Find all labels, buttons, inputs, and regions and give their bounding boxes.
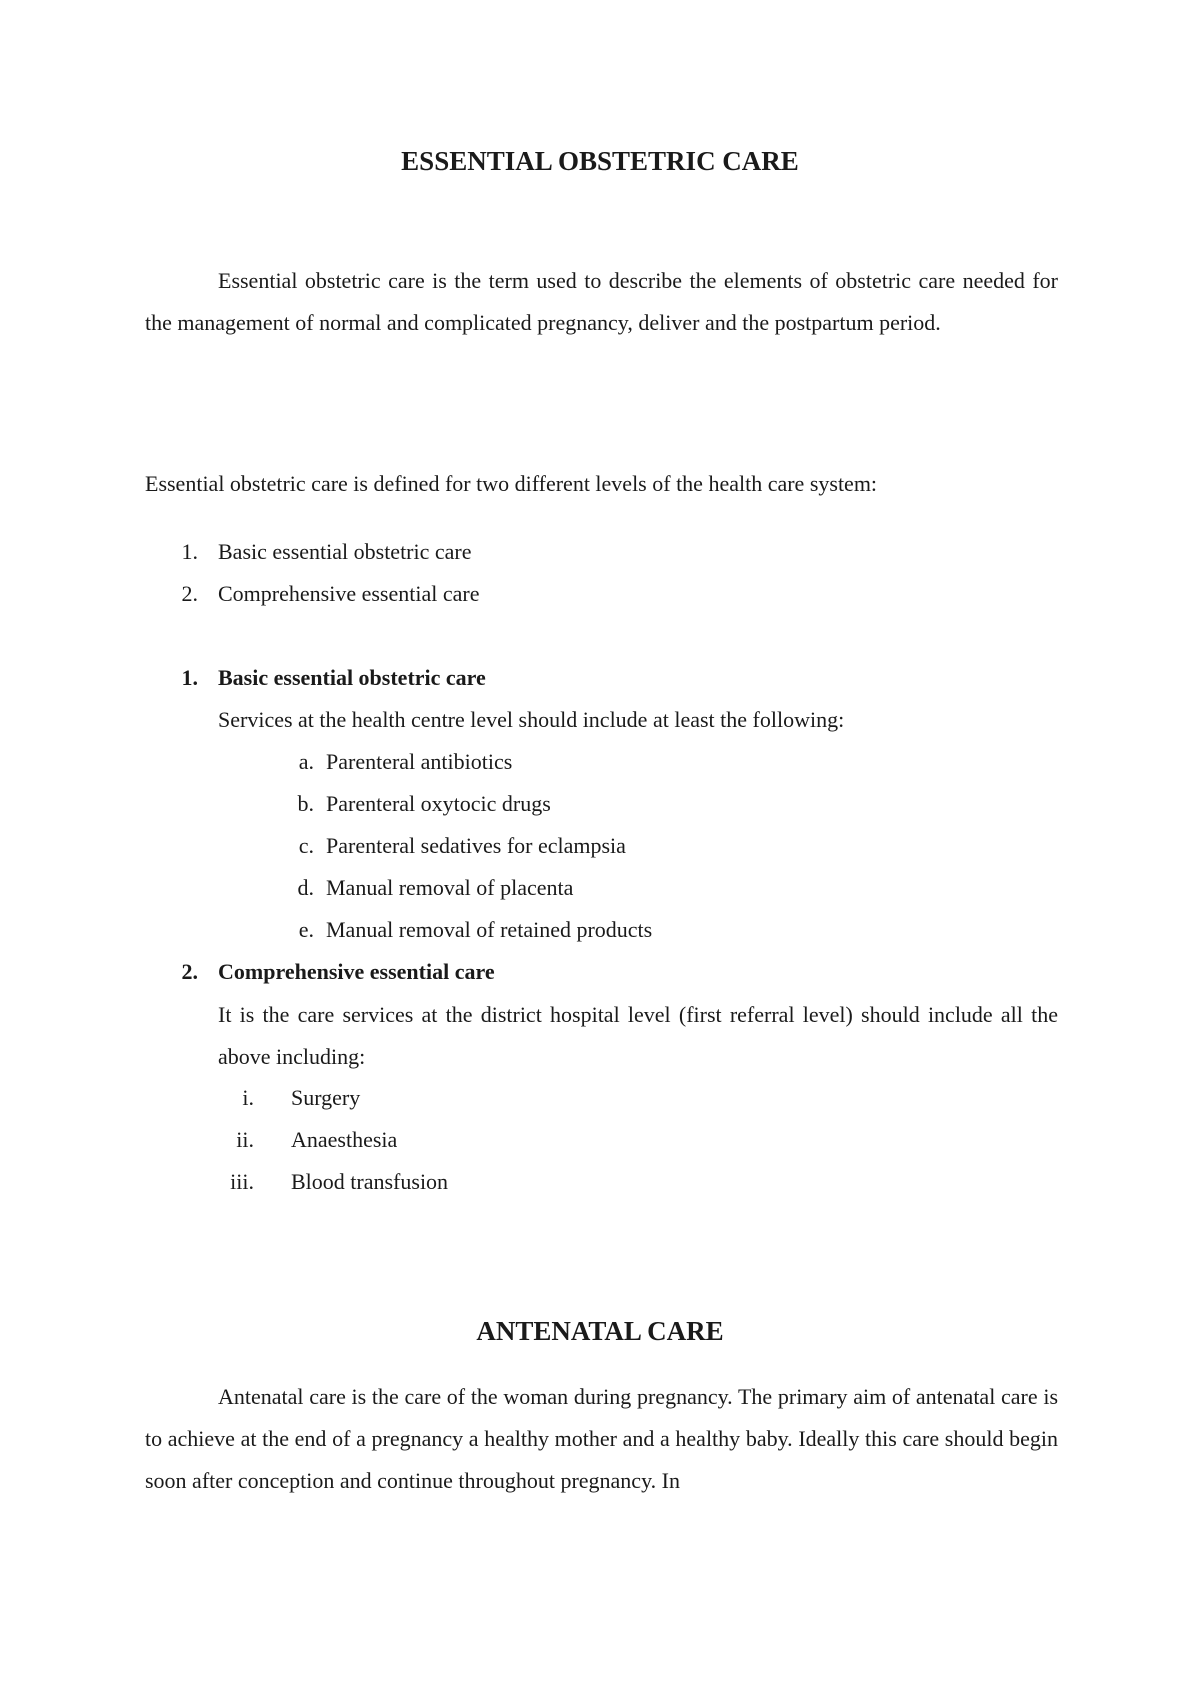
- section-title-antenatal: ANTENATAL CARE: [476, 1316, 724, 1346]
- section-comprehensive-lead: It is the care services at the district hospital level (first referral level) should include all the above including:: [218, 1002, 1058, 1069]
- section-comprehensive-number: 2.: [181, 959, 198, 984]
- intro-paragraph: Essential obstetric care is the term used to describe the elements of obstetric care needed for the management of normal and complicated pregnancy, deliver and the postpartum period.: [145, 268, 1058, 335]
- sublist-item: Parenteral sedatives for eclampsia: [326, 833, 626, 858]
- roman-list-label: ii.: [236, 1127, 254, 1152]
- section-basic-number: 1.: [181, 665, 198, 690]
- section-basic-heading: Basic essential obstetric care: [218, 665, 486, 690]
- page-title: ESSENTIAL OBSTETRIC CARE: [401, 146, 799, 176]
- roman-list-item: Blood transfusion: [291, 1169, 449, 1194]
- sublist-item: Parenteral oxytocic drugs: [326, 791, 551, 816]
- levels-intro-text: Essential obstetric care is defined for two different levels of the health care system:: [145, 471, 878, 496]
- levels-list-item: Comprehensive essential care: [218, 581, 480, 606]
- sublist-label: b.: [297, 791, 314, 816]
- section-basic-lead: Services at the health centre level should include at least the following:: [218, 707, 845, 732]
- levels-list-item: Basic essential obstetric care: [218, 539, 472, 564]
- roman-list-item: Anaesthesia: [291, 1127, 398, 1152]
- roman-list-label: i.: [242, 1085, 254, 1110]
- sublist-label: a.: [298, 749, 314, 774]
- sublist-label: c.: [298, 833, 314, 858]
- sublist-label: d.: [297, 875, 314, 900]
- sublist-item: Manual removal of retained products: [326, 917, 653, 942]
- sublist-label: e.: [298, 917, 314, 942]
- levels-list-number: 2.: [181, 581, 198, 606]
- sublist-item: Manual removal of placenta: [326, 875, 574, 900]
- sublist-item: Parenteral antibiotics: [326, 749, 513, 774]
- levels-list-number: 1.: [181, 539, 198, 564]
- roman-list-item: Surgery: [291, 1085, 361, 1110]
- section-comprehensive-heading: Comprehensive essential care: [218, 959, 495, 984]
- antenatal-paragraph: Antenatal care is the care of the woman during pregnancy. The primary aim of antenatal care is to achieve at the end of a pregnancy a healthy mother and a healthy baby. Ideally this care should begin soon after conception and continue throughout pregnancy. In: [145, 1384, 1058, 1493]
- roman-list-label: iii.: [230, 1169, 254, 1194]
